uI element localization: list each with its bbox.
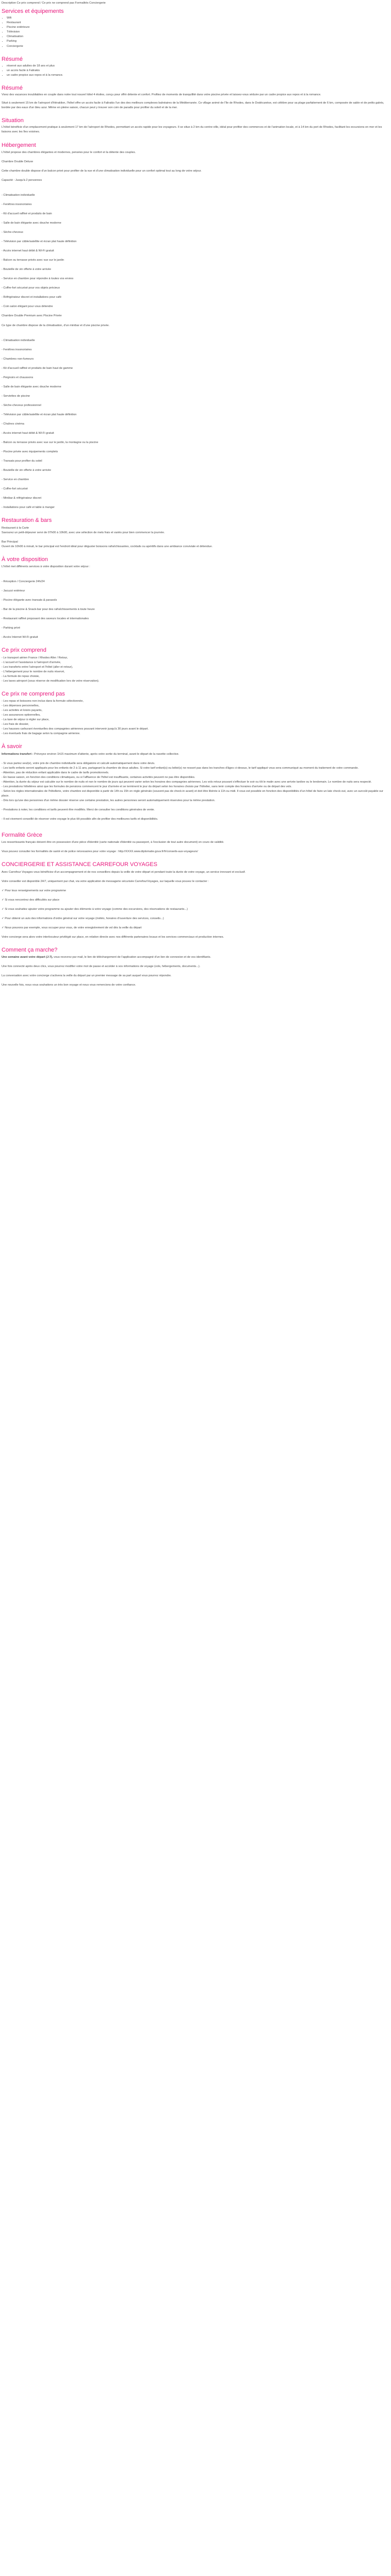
list-item: - Parking privé [2,626,21,630]
feature-line: - Installations pour café et table à manger [2,506,55,510]
note-line: - Dès lors qu'une des personnes d'un même dossier réserve une certaine prestation, les autres personnes seront automatiquement réservées pour la même prestation. [2,799,216,803]
restauration-title: Restauration & bars [2,517,52,524]
bar-heading: Bar Principal [2,540,18,544]
conciergerie-paragraph: Votre concierge sera alors votre interlocuteur privilégié sur place, en relation directe avec nos différents partenaires locaux et les services commerciaux et production internes. [2,935,224,939]
list-item: • Conciergerie [7,44,386,49]
prix-ne-comprend-list [2,699,386,736]
savoir-section [2,743,386,822]
resume-paragraph: Situé à seulement 15 km de l'aéroport d'Héraklion, l'hôtel offre un accès facile à Falirakis l'un des des meilleurs complexes balnéaires de la Méditerranée. Ce village animé de l'île de Rhodes, dans le Dodécanèse, est célèbre pour sa plage parfaitement de 6 km, composée de sable et de petits galets, bordée par des eaux d'un bleu azur. Même en pleine saison, chacun peut y trouver son coin de paradis pour profiter du soleil et de la mer. [2,101,384,110]
room-features [2,193,386,310]
formalite-title: Formalité Grèce [2,832,42,839]
list-item: • Climatisation [7,35,386,39]
conciergerie-paragraph: Votre conseiller est disponible 24/7, uniquement par chat, via votre application de messagerie sécurisée CarrefourVoyages, sur laquelle vous pouvez le contacter : [2,879,209,883]
feature-line: - Kit d'accueil raffiné et produits de bain haut de gamme [2,366,73,370]
prix-comprend-section [2,647,386,683]
services-list [2,16,386,48]
benefit-line: ✓ Si vous souhaitez ajouter votre programme ou ajouter des éléments à votre voyage (comme des excursions, des réservations de restaurants...) [2,907,188,911]
prix-comprend-title: Ce prix comprend [2,647,46,654]
list-item: - Jacuzzi extérieur [2,589,25,593]
room-title: Chambre Double Premium avec Piscine Privée [2,314,62,318]
list-item: - L'accueil et l'assistance à l'aéroport d'arrivée, [2,660,61,664]
hebergement-intro: L'hôtel propose des chambres élégantes et modernes, pensées pour le confort et la détente des couples. [2,150,136,154]
bar-text: Ouvert de 10h00 à minuit, le bar principal est l'endroit idéal pour déguster boissons rafraîchissantes, cocktails ou apéritifs dans une ambiance conviviale et détendue. [2,545,213,548]
comment-paragraph: La conversation avec votre concierge s'activera la veille du départ par un premier message de sa part auquel vous pourrez répondre. [2,974,172,978]
feature-line: - Climatisation individuelle [2,338,35,342]
feature-line: - Coffre-fort sécurisé [2,487,28,491]
comment-section [2,947,386,988]
list-item: • un cadre propice aux repos et à la romance. [7,73,386,78]
disposition-list [2,580,386,640]
list-item: - Bar de la piscine & Snack-bar pour des rafraîchissements à toute heure [2,608,95,612]
note-line: - Selon les règles internationales de l'hôtellerie, votre chambre est disponible à partir de 14h ou 15h en règle générale (souvent pas de check-in avant) et doit être libérée à 11h ou midi. Il vous est possible en fonction des disponibilités d'un hôtel de faire un late check-out, avec un surcoût payable sur place. [2,789,383,798]
feature-line: - Télévision par câble/satellite et écran plat haute définition [2,240,77,244]
note-line: - Si vous partez seul(e), votre prix de chambre individuelle sera obligatoire et calculé automatiquement dans votre devis. [2,761,155,765]
page [0,0,388,994]
comment-title: Comment ça marche? [2,947,58,954]
list-item: - Les éventuels frais de bagage selon la compagnie aérienne. [2,732,80,736]
benefit-line: ✓ Pour tous renseignements sur votre programme [2,889,67,892]
feature-line: - Minibar & réfrigérateur discret [2,497,42,500]
list-item: • Télévision [7,30,386,35]
resume-title: Résumé [2,56,23,62]
formalite-text: Les ressortissants français doivent être en possession d'une pièce d'identité (carte nationale d'identité ou passeport, à l'exclusion de tout autre document) en cours de validité. [2,841,224,844]
list-item: - Les transferts entre l'aéroport et l'hôtel (aller et retour), [2,665,73,669]
room-description: Ce type de chambre dispose de la climatisation, d'un minibar et d'une piscine privée. [2,324,110,327]
restaurant-heading: Restaurant à la Carte [2,526,29,530]
list-item: - La taxe de séjour à régler sur place, [2,718,50,722]
feature-line: - Sèche-cheveux professionnel [2,403,41,407]
list-item: - Les frais de dossier, [2,723,29,726]
feature-line: - Salle de bain élégante avec douche moderne [2,385,61,388]
comment-paragraph [2,955,386,960]
list-item: - Les dépenses personnelles, [2,704,40,708]
feature-line: - Bouteille de vin offerte à votre arrivée [2,268,51,272]
list-item: - Le transport aérien France / Rhodes Aller / Retour, [2,656,68,659]
disposition-intro: L'hôtel met différents services à votre disposition durant votre séjour : [2,565,90,569]
resume-title: Résumé [2,84,23,91]
feature-line: - Accès internet haut débit & Wi-Fi gratuit [2,249,54,253]
resume-highlights-section [2,56,386,78]
feature-line: - Peignoirs et chaussons [2,376,34,379]
feature-line: - Service en chambre pour répondre à toutes vos envies [2,277,74,281]
feature-line: - Service en chambre [2,478,29,482]
list-item: - Les repas et boissons non inclus dans la formule sélectionnée, [2,700,84,703]
room-features [2,338,386,511]
comment-timing-label: Une semaine avant votre départ (J-7), [2,956,53,959]
note-line: - Les prestations hôtelières ainsi que les formules de pensions commencent le jour d'arrivée et se terminent le jour du départ selon les horaires choisis par l'hôtelier, sans tenir compte des horaires d'arrivée ou de départ des vols. [2,785,292,788]
feature-line: - Bouteille de vin offerte à votre arrivée [2,469,51,472]
note-line: - Il est vivement conseillé de réserver votre voyage le plus tôt possible afin de profiter des meilleures tarifs et disponibilités. [2,818,158,821]
list-item: - Réception / Conciergerie 24h/24 [2,580,45,584]
feature-line: - Accès internet haut débit & Wi-Fi gratuit [2,432,54,435]
transfer-info-label: Informations transfert : [2,752,34,756]
restauration-section [2,517,386,549]
benefit-line: ✓ Pour obtenir un avis des informations d'ordre général sur votre voyage (météo, horaires d'ouverture des services, conseils...) [2,917,164,920]
feature-line: - Chambres non-fumeurs [2,357,34,361]
note-line: - Attention, pas de réduction enfant applicable dans le cadre de tarifs promotionnels. [2,771,109,774]
services-section [2,8,386,49]
note-line: - Les tarifs enfants seront appliqués pour les enfants de 2 à 11 ans, partageant la chambre de deux adultes. Si votre tarif enfant(s) ou bébé(s) ne ressort pas dans les tranches d'âges ci-dessus, le tarif appliqué vous sera communiqué au moment du traitement de votre commande. [2,766,359,770]
prix-comprend-list [2,656,386,684]
feature-line: - Salle de bain élégante avec douche moderne [2,222,61,225]
room-title: Chambre Double Deluxe [2,160,34,163]
list-item: - Restaurant raffiné proposant des saveurs locales et internationales [2,617,89,621]
feature-line: - Transats pour profiter du soleil [2,460,42,463]
conciergerie-paragraph: Avec Carrefour Voyages vous bénéficiez d'un accompagnement et de nos conseillers depuis la veille de votre départ et pendant toute la durée de votre voyage, un service innovant et exclusif. [2,870,246,874]
conciergerie-title: CONCIERGERIE ET ASSISTANCE CARREFOUR VOYAGES [2,861,157,868]
list-item: - Les activités et loisirs payants, [2,709,42,713]
feature-line: - Télévision par câble/satellite et écran plat haute définition [2,413,77,416]
feature-line: - Fenêtres insonorisées [2,202,32,206]
feature-line: - Serviettes de piscine [2,394,30,398]
feature-line: - Piscine privée avec équipements complets [2,450,58,454]
list-item: • Wifi [7,16,386,21]
feature-line: - Fenêtres insonorisées [2,348,32,351]
services-title: Services et équipements [2,8,64,15]
note-line: - En basse saison, en fonction des conditions climatiques, ou si l'affluence de l'hôtel est insuffisante, certaines activités peuvent ne pas être disponibles. [2,775,196,779]
hebergement-section [2,142,386,511]
situation-text: L'hôtel bénéficie d'un emplacement pratique à seulement 17 km de l'aéroport de Rhodes, permettant un accès rapide pour les voyageurs. Il se situe à 2 km du centre-ville, idéal pour profiter des commerces et de l'animation locale, et à 14 km du port de Rhodes, facilitant les excursions en mer et les liaisons avec les îles voisines. [2,126,382,134]
feature-line: - Balcon ou terrasse privés avec vue sur le jardin, la montagne ou la piscine [2,441,99,445]
list-item: - Les hausses carburant éventuelles des compagnies aériennes pouvant intervenir jusqu'à 30 jours avant le départ. [2,727,149,731]
formalite-link-text[interactable]: Vous pouvez consulter les formalités de santé et de police nécessaires pour votre voyage : http://XXXX.www.diplomatie.gouv.fr/fr/conseils-aux-voyageurs/ [2,850,198,854]
benefit-line: ✓ Si vous rencontrez des difficultés sur place [2,898,60,902]
list-item: • réservé aux adultes de 18 ans et plus [7,64,386,69]
hebergement-title: Hébergement [2,142,36,148]
feature-line: - Coin salon élégant pour vous détendre [2,305,53,309]
prix-ne-comprend-section [2,691,386,737]
feature-line: - Sèche-cheveux [2,231,23,234]
resume-section [2,85,386,110]
tabs-line: Description Ce prix comprend / Ce prix ne comprend pas Formalités Conciergerie [2,2,106,5]
feature-line: - Chaînes cinéma [2,422,24,426]
savoir-title: À savoir [2,743,22,750]
list-item: - La formule de repas choisie, [2,674,40,678]
list-item: - Piscine élégante avec transats & parasols [2,599,57,602]
prix-ne-comprend-title: Ce prix ne comprend pas [2,690,65,697]
transfer-info [2,752,386,757]
feature-line: - Coffre-fort sécurisé pour vos objets précieux [2,286,60,290]
feature-line: - Balcon ou terrasse privés avec vue sur le jardin [2,259,64,262]
list-item: • Piscine extérieure [7,25,386,30]
resume-paragraph: Vivez des vacances inoubliables en couple dans notre tout nouvel hôtel 4 étoiles, conçu pour offrir détente et confort. Profitez de moments de tranquillité dans votre piscine privée et laissez-vous séduire par un cadre propice aux repos et à la romance. [2,93,321,97]
note-line: - Attention, la durée du séjour est calculée sur le nombre de nuits et non le nombre de jours qui peuvent varier selon les horaires des compagnies aériennes. Les vols retour pouvant s'effectuer le soir ou tôt le matin avec une arrivée tardive ou le lendemain. Le nombre de nuits sera respecté. [2,780,372,784]
benefit-line: ✓ Nous pouvons par exemple, vous occuper pour vous, de votre enregistrement de vol dès la veille du départ [2,926,142,929]
comment-timing-text: vous recevrez par mail, le lien de téléchargement de l'application accompagné d'un lien de connexion et de vos identifiants. [54,956,211,959]
list-item: - L'hébergement pour le nombre de nuits réservé, [2,670,65,673]
list-item: - Accès Internet Wi-Fi gratuit [2,636,38,639]
comment-paragraph: Une fois connecté après deux clics, vous pourrez modifier votre mot de passe et accéder à vos informations de voyage (vols, hébergements, documents...). [2,965,201,969]
conciergerie-benefits [2,889,386,930]
feature-line: - Climatisation individuelle [2,193,35,197]
formalite-section [2,832,386,854]
room-description: Cette chambre double dispose d'un balcon privé pour profiter de la vue et d'une climatisation individuelle pour un confort optimal tout au long de votre séjour. [2,169,202,173]
transfer-info-text: Prévoyez environ 1h15 maximum d'attente, après votre sortie du terminal, avant le départ de la navette collective. [34,752,180,756]
restaurant-text: Savourez un petit-déjeuner servi de 07h00 à 10h00, avec une sélection de mets frais et variés pour bien commencer la journée. [2,531,165,534]
feature-line: - Kit d'accueil raffiné et produits de bain [2,212,52,215]
list-item: • Restaurant [7,21,386,25]
list-item: • Parking [7,39,386,44]
situation-title: Situation [2,117,24,124]
disposition-title: À votre disposition [2,556,48,563]
feature-line: - Réfrigérateur discret et installations pour café [2,296,61,299]
resume-list [2,64,386,78]
note-line: - Prestations à noter, les conditions et tarifs peuvent être modifiés. Merci de consulter les conditions générales de vente. [2,808,155,812]
list-item: - Les taxes aéroport (sous réserve de modification lors de votre réservation). [2,679,100,683]
list-item: - Les assurances optionnelles, [2,714,41,717]
savoir-notes [2,761,386,822]
situation-section [2,117,386,134]
list-item: • un accès facile à Falirakis [7,69,386,73]
comment-paragraph: Une nouvelle fois, nous vous souhaitons un très bon voyage et nous vous remercions de votre confiance. [2,984,136,987]
conciergerie-section [2,861,386,940]
disposition-section [2,556,386,640]
room-capacity: Capacité : Jusqu'à 2 personnes [2,178,42,182]
